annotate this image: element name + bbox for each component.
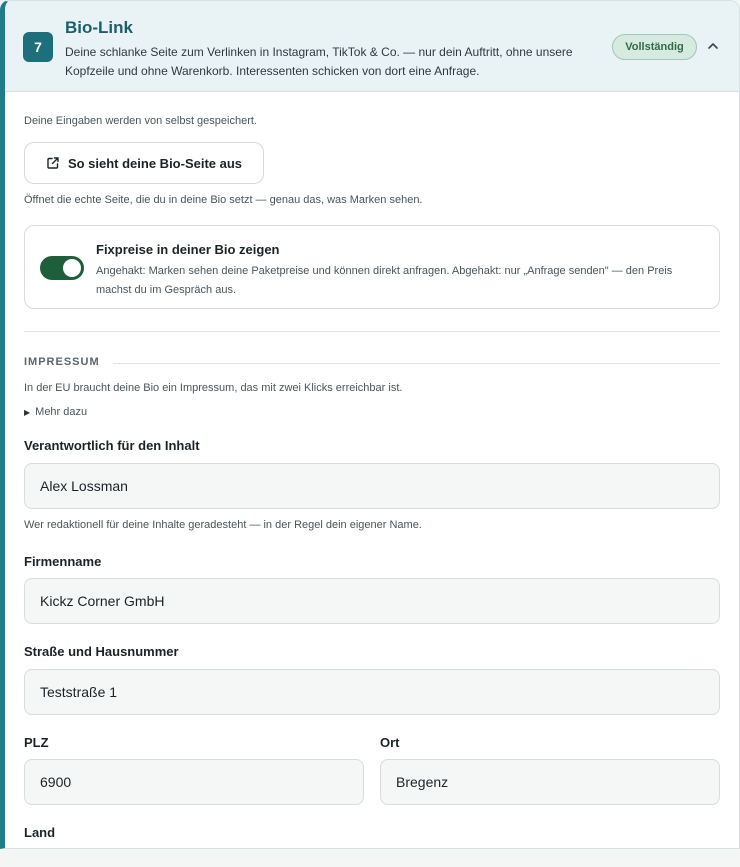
preview-note: Öffnet die echte Seite, die du in deine Bio setzt — genau das, was Marken sehen.: [24, 194, 423, 206]
responsible-help: Wer redaktionell für deine Inhalte geradesteht — in der Regel dein eigener Name.: [24, 519, 422, 531]
preview-button-label: So sieht deine Bio-Seite aus: [67, 155, 243, 171]
status-badge: Vollständig: [612, 34, 697, 60]
more-info-toggle[interactable]: [24, 406, 87, 418]
triangle-right-icon: ▶: [24, 408, 31, 417]
company-input[interactable]: [24, 578, 720, 624]
company-label: Firmenname: [24, 554, 102, 569]
fixed-prices-description: Angehakt: Marken sehen deine Paketpreise und können direkt anfragen. Abgehakt: nur „Anfrage senden" — den Preis machst du im Gespräch aus.: [96, 265, 673, 296]
step-number-badge: 7: [23, 32, 53, 62]
zip-input[interactable]: [24, 759, 364, 805]
section-header[interactable]: [5, 1, 739, 92]
page-background: [0, 849, 740, 867]
fixed-prices-title: Fixpreise in deiner Bio zeigen: [96, 242, 280, 257]
country-label: Land: [24, 825, 56, 840]
city-input[interactable]: [380, 759, 720, 805]
section-description: Deine schlanke Seite zum Verlinken in Instagram, TikTok & Co. — nur dein Auftritt, ohne unsere Kopfzeile und ohne Warenkorb. Interessenten schicken von dort eine Anfrage.: [65, 45, 573, 78]
impressum-note: In der EU braucht deine Bio ein Impressum, das mit zwei Klicks erreichbar ist.: [24, 382, 403, 394]
autosave-note: Deine Eingaben werden von selbst gespeichert.: [24, 115, 257, 127]
preview-bio-page-button[interactable]: [24, 142, 264, 184]
city-label: Ort: [380, 735, 400, 750]
street-input[interactable]: [24, 669, 720, 715]
external-link-icon: [46, 156, 60, 170]
more-info-label: Mehr dazu: [35, 406, 88, 418]
fixed-prices-option: [24, 225, 720, 309]
section-title: Bio-Link: [65, 18, 133, 37]
responsible-input[interactable]: [24, 463, 720, 509]
responsible-label: Verantwortlich für den Inhalt: [24, 438, 200, 453]
toggle-knob: [63, 259, 81, 277]
divider: [24, 331, 720, 332]
impressum-heading: IMPRESSUM: [24, 356, 100, 368]
heading-rule: [113, 363, 720, 364]
fixed-prices-toggle[interactable]: [40, 256, 84, 280]
chevron-up-icon[interactable]: [705, 38, 721, 54]
street-label: Straße und Hausnummer: [24, 644, 179, 659]
zip-label: PLZ: [24, 735, 49, 750]
